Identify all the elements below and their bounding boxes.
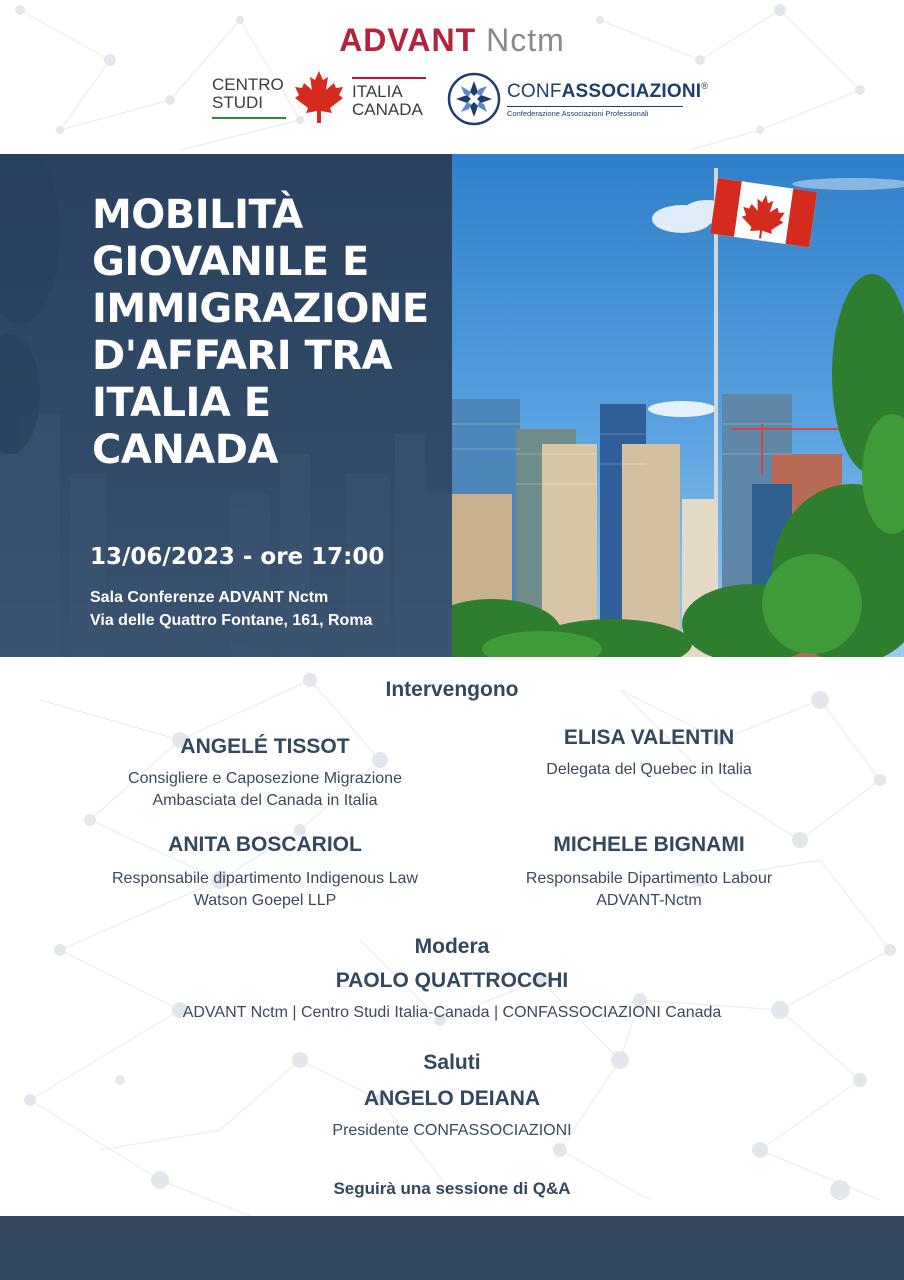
moderator-heading: Modera	[414, 935, 490, 958]
speaker-name: ANGELÉ TISSOT	[180, 735, 350, 758]
greetings-name: ANGELO DEIANA	[363, 1087, 541, 1110]
speaker-role-line1: Delegata del Quebec in Italia	[546, 761, 752, 778]
moderator-role: ADVANT Nctm | Centro Studi Italia-Canada | CONFASSOCIAZIONI Canada	[182, 1004, 722, 1021]
event-title: MOBILITÀ GIOVANILE E IMMIGRAZIONE D'AFFARI TRA ITALIA E CANADA	[92, 192, 429, 473]
advant-suffix: Nctm	[486, 22, 565, 58]
speaker-role-line1: Responsabile dipartimento Indigenous Law	[112, 870, 418, 887]
qa-note: Seguirà una sessione di Q&A	[333, 1179, 571, 1198]
speaker-role-line1: Responsabile Dipartimento Labour	[525, 870, 773, 887]
centro-line1: CENTRO	[212, 75, 284, 94]
hero-photo	[452, 154, 904, 657]
speaker-card-4	[476, 833, 822, 912]
green-rule	[212, 117, 286, 119]
greetings-block	[0, 1051, 904, 1142]
hero-banner	[0, 154, 904, 657]
speaker-name: MICHELE BIGNAMI	[553, 833, 745, 856]
speaker-card-2	[476, 726, 822, 781]
conf-mark: ®	[701, 81, 709, 91]
speakers-heading: Intervengono	[385, 678, 519, 701]
moderator-name: PAOLO QUATTROCCHI	[335, 969, 569, 992]
speaker-role-line1: Consigliere e Caposezione Migrazione	[128, 770, 402, 787]
speaker-card-1	[62, 735, 468, 812]
centro-line2: STUDI	[212, 93, 263, 112]
event-venue	[90, 586, 372, 632]
venue-line1: Sala Conferenze ADVANT Nctm	[90, 589, 329, 606]
speaker-name: ANITA BOSCARIOL	[168, 833, 362, 856]
speaker-name: ELISA VALENTIN	[563, 726, 735, 749]
speaker-card-3	[62, 833, 468, 912]
conf-subtitle: Confederazione Associazioni Professionali	[507, 106, 683, 118]
advant-nctm-logo	[0, 22, 904, 59]
italia-line1: ITALIA	[352, 82, 403, 101]
moderator-block	[0, 935, 904, 1024]
conf-main: ASSOCIAZIONI	[561, 81, 702, 102]
italia-line2: CANADA	[352, 100, 423, 119]
centro-studi-label	[212, 76, 286, 119]
italia-canada-label	[352, 77, 426, 119]
advant-brand: ADVANT	[339, 22, 477, 58]
speaker-role-line2: ADVANT-Nctm	[596, 892, 702, 909]
canada-flag	[710, 178, 817, 247]
red-rule	[352, 77, 426, 79]
conf-prefix: CONF	[507, 81, 562, 102]
maple-leaf-icon	[294, 70, 344, 124]
greetings-heading: Saluti	[423, 1051, 481, 1074]
speaker-role-line2: Ambasciata del Canada in Italia	[152, 792, 378, 809]
footer-bar	[0, 1216, 904, 1280]
greetings-role: Presidente CONFASSOCIAZIONI	[332, 1122, 572, 1139]
hero-text-panel	[0, 154, 452, 657]
confassociazioni-emblem-icon	[447, 72, 501, 126]
confassociazioni-logo	[507, 81, 708, 118]
calgary-skyline-illustration	[452, 154, 904, 657]
event-date: 13/06/2023 - ore 17:00	[90, 544, 385, 570]
venue-line2: Via delle Quattro Fontane, 161, Roma	[90, 612, 373, 629]
speaker-role-line2: Watson Goepel LLP	[193, 892, 337, 909]
